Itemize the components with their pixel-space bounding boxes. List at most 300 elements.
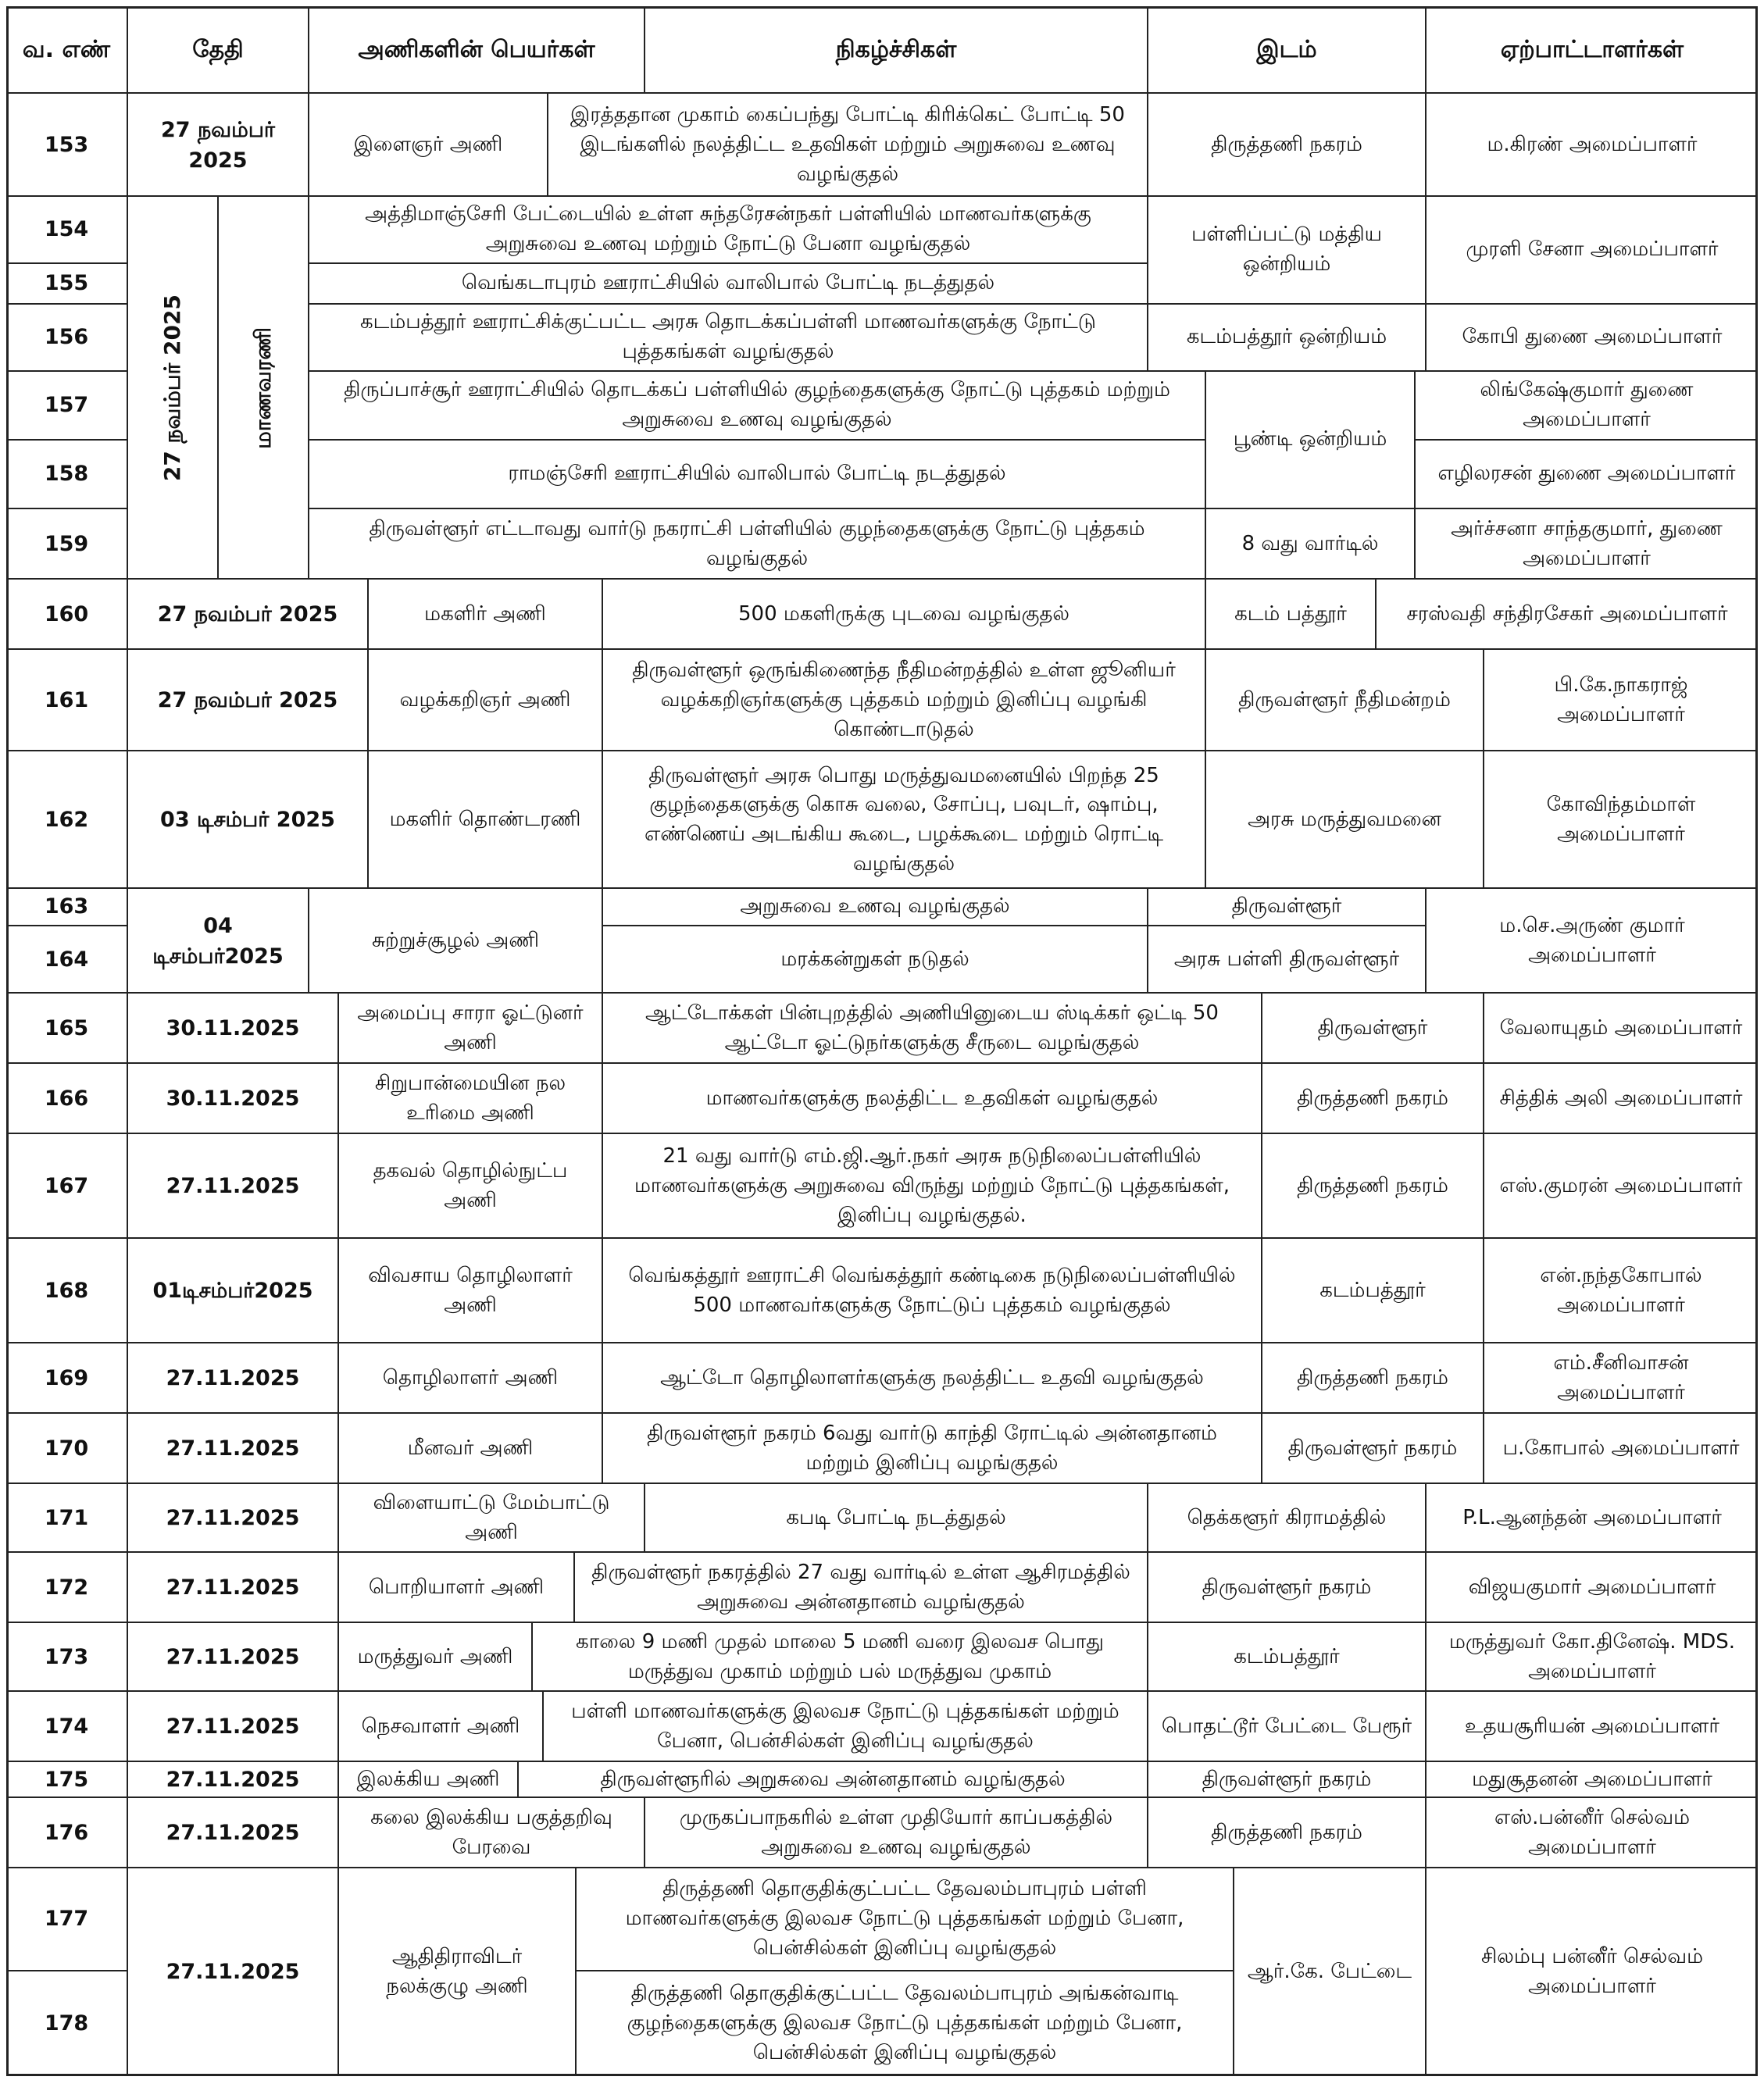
table-row-group — [6, 1868, 1758, 2076]
row-event-text: அறுசுவை உணவு வழங்குதல் — [740, 894, 1010, 919]
row-event — [575, 1868, 1233, 1971]
row-date — [127, 1484, 337, 1553]
row-date — [127, 1692, 337, 1762]
header-date — [127, 6, 308, 94]
row-event — [602, 1239, 1261, 1343]
header-wings — [308, 6, 644, 94]
row-place-text: 8 வது வார்டில் — [1241, 532, 1379, 556]
row-place — [1205, 580, 1375, 650]
row-organizer-text: ம.செ.அருண் குமார் அமைப்பாளர் — [1499, 914, 1685, 967]
row-number-text: 156 — [44, 325, 89, 350]
row-number-text: 167 — [44, 1174, 89, 1199]
row-number-text: 175 — [44, 1768, 89, 1793]
row-date — [127, 1414, 337, 1484]
row-wing-text: சுற்றுச்சூழல் அணி — [371, 929, 539, 953]
row-organizer — [1483, 1134, 1758, 1239]
row-event-text: காலை 9 மணி முதல் மாலை 5 மணி வரை இலவச பொது மருத்துவ முகாம் மற்றும் பல் மருத்துவ முகாம் — [576, 1630, 1104, 1683]
row-event — [308, 305, 1147, 372]
row-organizer-text: கோவிந்தம்மாள் அமைப்பாளர் — [1546, 793, 1696, 846]
row-place-text: திருத்தணி நகரம் — [1297, 1174, 1448, 1198]
row-event — [308, 197, 1147, 264]
row-organizer-text: கோபி துணை அமைப்பாளர் — [1462, 325, 1723, 349]
row-organizer-text: என்.நந்தகோபால் அமைப்பாளர் — [1540, 1264, 1702, 1317]
table-row — [6, 1623, 1758, 1692]
row-number — [6, 1971, 127, 2076]
row-number — [6, 1239, 127, 1343]
row-event-text: திருவள்ளூர் நகரம் 6வது வார்டு காந்தி ரோட்டில் அன்னதானம் மற்றும் இனிப்பு வழங்குதல் — [647, 1422, 1217, 1475]
row-event — [602, 926, 1147, 994]
row-wing-text: பொறியாளர் அணி — [368, 1575, 545, 1600]
row-wing-text: மகளிர் அணி — [424, 602, 546, 626]
row-number — [6, 994, 127, 1064]
row-place — [1147, 305, 1425, 372]
row-place-text: திருவள்ளூர் நகரம் — [1202, 1575, 1372, 1600]
row-date — [127, 1134, 337, 1239]
row-event — [602, 580, 1205, 650]
table-row — [6, 650, 1758, 751]
row-organizer-text: எஸ்.குமரன் அமைப்பாளர் — [1499, 1174, 1743, 1198]
row-number-text: 174 — [44, 1714, 89, 1739]
row-date-text: 01டிசம்பர்2025 — [152, 1279, 313, 1304]
row-date-text: 27 நவம்பர் 2025 — [159, 294, 185, 482]
header-sno — [6, 6, 127, 94]
row-place-text: திருத்தணி நகரம் — [1211, 1821, 1362, 1845]
row-place-text: திருவள்ளூர் நகரம் — [1202, 1768, 1372, 1792]
row-wing — [308, 889, 602, 994]
row-wing-text: கலை இலக்கிய பகுத்தறிவு பேரவை — [370, 1806, 612, 1859]
row-organizer-text: விஜயகுமார் அமைப்பாளர் — [1468, 1575, 1716, 1600]
row-event-text: அத்திமாஞ்சேரி பேட்டையில் உள்ள சுந்தரேசன்நகர் பள்ளியில் மாணவர்களுக்கு அறுசுவை உணவு மற்றும் நோட்டு பேனா வழங்குதல் — [365, 202, 1091, 255]
row-place — [1147, 94, 1425, 197]
row-event-text: ஆட்டோ தொழிலாளர்களுக்கு நலத்திட்ட உதவி வழங்குதல் — [660, 1366, 1204, 1390]
row-event — [308, 372, 1205, 441]
row-wing — [367, 650, 602, 751]
row-number-text: 172 — [44, 1575, 89, 1600]
row-date — [127, 1239, 337, 1343]
row-place-text: திருவள்ளூர் நீதிமன்றம் — [1238, 688, 1451, 712]
row-place — [1147, 1623, 1425, 1692]
row-organizer — [1483, 650, 1758, 751]
row-number-text: 163 — [44, 894, 89, 919]
row-number — [6, 926, 127, 994]
table-row — [6, 994, 1758, 1064]
row-organizer — [1425, 1762, 1758, 1798]
row-wing — [337, 1868, 575, 2076]
row-number — [6, 1868, 127, 1971]
row-place-text: திருத்தணி நகரம் — [1211, 133, 1362, 157]
row-event — [602, 1134, 1261, 1239]
row-organizer — [1425, 889, 1758, 994]
row-place-text: கடம்பத்தூர் — [1234, 1645, 1340, 1669]
header-organizers — [1425, 6, 1758, 94]
row-organizer-text: லிங்கேஷ்குமார் துணை அமைப்பாளர் — [1480, 378, 1694, 431]
row-date — [127, 1868, 337, 2076]
header-events-text: நிகழ்ச்சிகள் — [835, 36, 957, 64]
table-row-group — [6, 197, 1758, 580]
table-header — [6, 6, 1758, 94]
row-wing — [337, 1064, 602, 1134]
row-number — [6, 441, 127, 509]
row-organizer — [1425, 1623, 1758, 1692]
row-place — [1205, 509, 1414, 580]
row-event — [308, 264, 1147, 305]
row-place-text: பொதட்டூர் பேட்டை பேரூர் — [1161, 1714, 1412, 1739]
row-organizer-text: பி.கே.நாகராஜ் அமைப்பாளர் — [1554, 673, 1688, 726]
row-event — [602, 650, 1205, 751]
row-organizer-text: P.L.ஆனந்தன் அமைப்பாளர் — [1462, 1506, 1722, 1530]
row-place — [1261, 1414, 1483, 1484]
row-place — [1261, 1343, 1483, 1414]
row-wing — [337, 1484, 644, 1553]
row-event-text: வெங்கடாபுரம் ஊராட்சியில் வாலிபால் போட்டி நடத்துதல் — [461, 271, 995, 295]
header-date-text: தேதி — [192, 36, 244, 64]
row-date-text: 27.11.2025 — [166, 1506, 300, 1531]
row-date-text: 27.11.2025 — [166, 1436, 300, 1461]
row-wing-text: தொழிலாளர் அணி — [382, 1366, 559, 1390]
row-place — [1147, 1692, 1425, 1762]
row-organizer — [1414, 509, 1758, 580]
row-date — [127, 751, 367, 889]
row-wing-text: தகவல் தொழில்நுட்ப அணி — [373, 1159, 568, 1212]
row-wing-text: விளையாட்டு மேம்பாட்டு அணி — [373, 1491, 610, 1544]
header-place-text: இடம் — [1256, 36, 1317, 64]
row-organizer-text: வேலாயுதம் அமைப்பாளர் — [1499, 1016, 1743, 1040]
row-event-text: ராமஞ்சேரி ஊராட்சியில் வாலிபால் போட்டி நடத்துதல் — [508, 462, 1006, 486]
row-number — [6, 305, 127, 372]
table-row — [6, 1414, 1758, 1484]
row-event — [517, 1762, 1147, 1798]
row-date — [127, 1762, 337, 1798]
row-wing — [308, 94, 547, 197]
row-wing-text: அமைப்பு சாரா ஓட்டுனர் அணி — [357, 1001, 584, 1054]
row-event-text: திருவள்ளூர் நகரத்தில் 27 வது வார்டில் உள்ள ஆசிரமத்தில் அறுசுவை அன்னதானம் வழங்குதல் — [591, 1561, 1130, 1614]
row-place — [1261, 1134, 1483, 1239]
row-event — [602, 751, 1205, 889]
row-organizer-text: உதயசூரியன் அமைப்பாளர் — [1465, 1714, 1719, 1739]
row-place-text: திருவள்ளூர் — [1317, 1016, 1428, 1040]
row-date — [127, 1553, 337, 1623]
row-organizer — [1483, 1064, 1758, 1134]
header-events — [644, 6, 1147, 94]
row-date — [127, 889, 308, 994]
row-wing-text: விவசாய தொழிலாளர் அணி — [368, 1264, 573, 1317]
row-place — [1205, 650, 1483, 751]
row-place — [1233, 1868, 1425, 2076]
row-place — [1205, 372, 1414, 509]
row-event-text: திருவள்ளூரில் அறுசுவை அன்னதானம் வழங்குதல் — [600, 1768, 1066, 1792]
row-number-text: 157 — [44, 393, 89, 418]
table-row — [6, 1553, 1758, 1623]
row-place — [1205, 751, 1483, 889]
row-event — [602, 889, 1147, 926]
row-number — [6, 1414, 127, 1484]
row-event — [547, 94, 1147, 197]
row-place — [1147, 889, 1425, 926]
row-event — [644, 1798, 1147, 1868]
row-organizer — [1483, 751, 1758, 889]
row-date-text: 27.11.2025 — [166, 1768, 300, 1793]
row-organizer — [1483, 1343, 1758, 1414]
row-number-text: 158 — [44, 462, 89, 487]
row-event — [531, 1623, 1147, 1692]
row-wing — [337, 1239, 602, 1343]
row-organizer — [1425, 94, 1758, 197]
row-place-text: கடம்பத்தூர் — [1319, 1279, 1426, 1303]
row-number-text: 160 — [44, 602, 89, 627]
row-event-text: திருப்பாச்சூர் ஊராட்சியில் தொடக்கப் பள்ளியில் குழந்தைகளுக்கு நோட்டு புத்தகம் மற்றும் அறுசுவை உணவு வழங்குதல் — [344, 378, 1170, 431]
row-date-text: 27.11.2025 — [166, 1575, 300, 1600]
row-organizer-text: சரஸ்வதி சந்திரசேகர் அமைப்பாளர் — [1406, 602, 1728, 626]
row-date-text: 27.11.2025 — [166, 1174, 300, 1199]
table-row — [6, 1692, 1758, 1762]
row-number — [6, 751, 127, 889]
row-organizer-text: எழிலரசன் துணை அமைப்பாளர் — [1437, 462, 1736, 486]
row-organizer — [1425, 305, 1758, 372]
row-event — [573, 1553, 1147, 1623]
row-date-text: 27.11.2025 — [166, 1366, 300, 1391]
row-event — [602, 994, 1261, 1064]
row-number — [6, 1484, 127, 1553]
row-number — [6, 94, 127, 197]
row-wing — [337, 1762, 517, 1798]
row-number — [6, 1762, 127, 1798]
row-event-text: திருத்தணி தொகுதிக்குட்பட்ட தேவலம்பாபுரம் பள்ளி மாணவர்களுக்கு இலவச நோட்டு புத்தகங்கள் மற்றும் பேனா, பென்சில்கள் இனிப்பு வழங்குதல் — [625, 1877, 1184, 1960]
row-organizer-text: எம்.சீனிவாசன் அமைப்பாளர் — [1553, 1351, 1689, 1404]
row-wing — [337, 994, 602, 1064]
row-wing-text: சிறுபான்மையின நல உரிமை அணி — [374, 1072, 566, 1125]
row-number — [6, 264, 127, 305]
row-number — [6, 889, 127, 926]
row-date-text: 27.11.2025 — [166, 1821, 300, 1846]
row-event-text: கடம்பத்தூர் ஊராட்சிக்குட்பட்ட அரசு தொடக்கப்பள்ளி மாணவர்களுக்கு நோட்டு புத்தகங்கள் வழங்குதல் — [360, 310, 1096, 363]
row-date — [127, 650, 367, 751]
row-wing-text: நெசவாளர் அணி — [361, 1714, 520, 1739]
row-number — [6, 197, 127, 264]
row-event-text: கபடி போட்டி நடத்துதல் — [786, 1506, 1006, 1530]
row-organizer-text: ம.கிரண் அமைப்பாளர் — [1487, 133, 1698, 157]
row-date — [127, 994, 337, 1064]
row-place-text: திருத்தணி நகரம் — [1297, 1086, 1448, 1111]
table-row — [6, 751, 1758, 889]
row-organizer — [1425, 1798, 1758, 1868]
row-number — [6, 650, 127, 751]
row-organizer — [1483, 1239, 1758, 1343]
row-number — [6, 372, 127, 441]
row-organizer-text: சிலம்பு பன்னீர் செல்வம் அமைப்பாளர் — [1480, 1945, 1704, 1998]
row-date-text: 30.11.2025 — [166, 1086, 300, 1111]
row-place-text: அரசு பள்ளி திருவள்ளூர் — [1173, 947, 1400, 972]
row-number-text: 176 — [44, 1821, 89, 1846]
row-event — [602, 1064, 1261, 1134]
row-number-text: 168 — [44, 1279, 89, 1304]
row-organizer-text: எஸ்.பன்னீர் செல்வம் அமைப்பாளர் — [1494, 1806, 1691, 1859]
row-wing-text: இளைஞர் அணி — [353, 133, 503, 157]
row-wing-text: இலக்கிய அணி — [356, 1768, 500, 1792]
row-date-text: 27 நவம்பர் 2025 — [157, 688, 338, 713]
row-event-text: மாணவர்களுக்கு நலத்திட்ட உதவிகள் வழங்குதல் — [705, 1086, 1159, 1111]
row-date-text: 30.11.2025 — [166, 1016, 300, 1041]
row-wing — [337, 1343, 602, 1414]
row-number-text: 165 — [44, 1016, 89, 1041]
row-date — [127, 94, 308, 197]
row-date — [127, 1623, 337, 1692]
table-row-group — [6, 889, 1758, 994]
row-event-text: ஆட்டோக்கள் பின்புறத்தில் அணியினுடைய ஸ்டிக்கர் ஒட்டி 50 ஆட்டோ ஓட்டுநர்களுக்கு சீருடை வழங்குதல் — [645, 1001, 1219, 1054]
row-wing — [337, 1134, 602, 1239]
row-wing — [337, 1798, 644, 1868]
row-number-text: 161 — [44, 688, 89, 713]
row-place-text: அரசு மருத்துவமனை — [1248, 808, 1441, 832]
row-date-text: 27 நவம்பர் 2025 — [157, 602, 338, 627]
row-event-text: திருவள்ளூர் அரசு பொது மருத்துவமனையில் பிறந்த 25 குழந்தைகளுக்கு கொசு வலை, சோப்பு, பவுடர், ஷாம்பு, எண்ணெய் அடங்கிய கூடை, பழக்கூடை மற்றும் ரொட்டி வழங்குதல் — [644, 763, 1164, 876]
row-event-text: வெங்கத்தூர் ஊராட்சி வெங்கத்தூர் கண்டிகை நடுநிலைப்பள்ளியில் 500 மாணவர்களுக்கு நோட்டுப் புத்தகம் வழங்குதல் — [628, 1264, 1236, 1317]
row-place — [1147, 926, 1425, 994]
row-place-text: திருவள்ளூர் — [1231, 894, 1342, 919]
header-place — [1147, 6, 1425, 94]
row-wing-text: ஆதிதிராவிடர் நலக்குழு அணி — [386, 1945, 528, 1998]
table-row — [6, 1798, 1758, 1868]
row-place — [1147, 1798, 1425, 1868]
row-event-text: இரத்ததான முகாம் கைப்பந்து போட்டி கிரிக்கெட் போட்டி 50 இடங்களில் நலத்திட்ட உதவிகள் மற்றும் அறுசுவை உணவு வழங்குதல் — [570, 103, 1125, 186]
header-wings-text: அணிகளின் பெயர்கள் — [358, 36, 595, 64]
row-organizer — [1425, 1553, 1758, 1623]
row-date — [127, 1343, 337, 1414]
header-sno-text: வ. எண் — [22, 36, 111, 64]
row-event-text: பள்ளி மாணவர்களுக்கு இலவச நோட்டு புத்தகங்கள் மற்றும் பேனா, பென்சில்கள் இனிப்பு வழங்குதல் — [571, 1700, 1119, 1753]
row-place-text: பூண்டி ஒன்றியம் — [1233, 427, 1387, 451]
row-organizer-text: சித்திக் அலி அமைப்பாளர் — [1499, 1086, 1743, 1111]
row-number-text: 178 — [44, 2011, 89, 2036]
header-organizers-text: ஏற்பாட்டாளர்கள் — [1500, 36, 1684, 64]
row-place-text: பள்ளிப்பட்டு மத்திய ஒன்றியம் — [1191, 223, 1382, 276]
row-number — [6, 580, 127, 650]
row-organizer-text: ப.கோபால் அமைப்பாளர் — [1502, 1436, 1740, 1461]
row-wing-text: மாணவரணி — [249, 327, 276, 449]
row-number — [6, 1343, 127, 1414]
row-number — [6, 509, 127, 580]
row-event-text: மரக்கன்றுகள் நடுதல் — [780, 947, 969, 972]
row-place — [1147, 1762, 1425, 1798]
row-number — [6, 1623, 127, 1692]
row-wing — [337, 1692, 542, 1762]
row-organizer — [1483, 1414, 1758, 1484]
row-place-text: கடம்பத்தூர் ஒன்றியம் — [1186, 325, 1387, 349]
table-row — [6, 1762, 1758, 1798]
row-number-text: 170 — [44, 1436, 89, 1461]
row-event — [542, 1692, 1147, 1762]
row-event — [308, 509, 1205, 580]
row-wing — [337, 1623, 531, 1692]
row-event — [644, 1484, 1147, 1553]
row-organizer — [1414, 441, 1758, 509]
row-organizer-text: மருத்துவர் கோ.தினேஷ். MDS. அமைப்பாளர் — [1449, 1630, 1735, 1683]
row-place-text: ஆர்.கே. பேட்டை — [1247, 1960, 1412, 1984]
row-date-text: 04 டிசம்பர்2025 — [152, 913, 284, 969]
row-place — [1147, 1484, 1425, 1553]
row-date-text: 27.11.2025 — [166, 1645, 300, 1670]
row-number — [6, 1134, 127, 1239]
row-event-text: திருவள்ளூர் ஒருங்கிணைந்த நீதிமன்றத்தில் உள்ள ஜூனியர் வழக்கறிஞர்களுக்கு புத்தகம் மற்றும் இனிப்பு வழங்கி கொண்டாடுதல் — [632, 658, 1176, 741]
row-number-text: 177 — [44, 1907, 89, 1932]
row-date-text: 27.11.2025 — [166, 1960, 300, 1985]
row-place — [1147, 197, 1425, 305]
row-wing-text: வழக்கறிஞர் அணி — [399, 688, 571, 712]
row-organizer — [1425, 1868, 1758, 2076]
table-row — [6, 1484, 1758, 1553]
row-date-text: 03 டிசம்பர் 2025 — [160, 808, 335, 833]
row-organizer — [1483, 994, 1758, 1064]
row-wing-text: மீனவர் அணி — [407, 1436, 534, 1461]
row-date-text: 27.11.2025 — [166, 1714, 300, 1739]
row-number-text: 155 — [44, 271, 89, 296]
row-organizer-text: முரளி சேனா அமைப்பாளர் — [1466, 237, 1719, 262]
row-number-text: 164 — [44, 947, 89, 972]
row-number-text: 169 — [44, 1366, 89, 1391]
row-number-text: 159 — [44, 532, 89, 557]
row-organizer — [1414, 372, 1758, 441]
row-organizer — [1425, 1692, 1758, 1762]
table-row — [6, 94, 1758, 197]
row-organizer — [1375, 580, 1758, 650]
row-organizer-text: மதுசூதனன் அமைப்பாளர் — [1472, 1768, 1712, 1792]
row-number — [6, 1692, 127, 1762]
row-wing-text: மகளிர் தொண்டரணி — [389, 808, 581, 832]
row-number-text: 162 — [44, 808, 89, 833]
row-wing-vertical — [217, 197, 308, 580]
row-event-text: திருத்தணி தொகுதிக்குட்பட்ட தேவலம்பாபுரம் அங்கன்வாடி குழந்தைகளுக்கு இலவச நோட்டு புத்தகங்கள் மற்றும் பேனா, பென்சில்கள் இனிப்பு வழங்குதல் — [627, 1982, 1183, 2064]
row-date-vertical — [127, 197, 217, 580]
row-place-text: தெக்களூர் கிராமத்தில் — [1187, 1506, 1387, 1530]
row-event — [602, 1343, 1261, 1414]
row-wing — [367, 751, 602, 889]
row-event-text: திருவள்ளூர் எட்டாவது வார்டு நகராட்சி பள்ளியில் குழந்தைகளுக்கு நோட்டு புத்தகம் வழங்குதல் — [369, 517, 1145, 570]
row-date-text: 27 நவம்பர் 2025 — [160, 117, 276, 173]
row-organizer — [1425, 197, 1758, 305]
row-date — [127, 1798, 337, 1868]
row-event-text: 500 மகளிருக்கு புடவை வழங்குதல் — [738, 602, 1069, 626]
row-number-text: 153 — [44, 133, 89, 158]
row-date — [127, 580, 367, 650]
row-number-text: 154 — [44, 217, 89, 242]
row-number-text: 166 — [44, 1086, 89, 1111]
table-row — [6, 1134, 1758, 1239]
table-row — [6, 1239, 1758, 1343]
row-number — [6, 1798, 127, 1868]
row-number — [6, 1064, 127, 1134]
table-row — [6, 1064, 1758, 1134]
row-event-text: 21 வது வார்டு எம்.ஜி.ஆர்.நகர் அரசு நடுநிலைப்பள்ளியில் மாணவர்களுக்கு அறுசுவை விருந்து மற்றும் நோட்டு புத்தகங்கள், இனிப்பு வழங்குதல். — [634, 1144, 1230, 1227]
row-wing — [367, 580, 602, 650]
table-row — [6, 580, 1758, 650]
row-number-text: 171 — [44, 1506, 89, 1531]
row-place — [1261, 1239, 1483, 1343]
row-wing — [337, 1414, 602, 1484]
row-organizer-text: அர்ச்சனா சாந்தகுமார், துணை அமைப்பாளர் — [1451, 517, 1723, 570]
row-number — [6, 1553, 127, 1623]
table-row — [6, 1343, 1758, 1414]
row-place-text: திருத்தணி நகரம் — [1297, 1366, 1448, 1390]
row-event — [602, 1414, 1261, 1484]
row-date — [127, 1064, 337, 1134]
row-place — [1261, 994, 1483, 1064]
row-wing — [337, 1553, 573, 1623]
row-number-text: 173 — [44, 1645, 89, 1670]
row-wing-text: மருத்துவர் அணி — [357, 1645, 513, 1669]
row-event — [308, 441, 1205, 509]
row-place — [1147, 1553, 1425, 1623]
row-event — [575, 1971, 1233, 2076]
row-event-text: முருகப்பாநகரில் உள்ள முதியோர் காப்பகத்தில் அறுசுவை உணவு வழங்குதல் — [679, 1806, 1113, 1859]
